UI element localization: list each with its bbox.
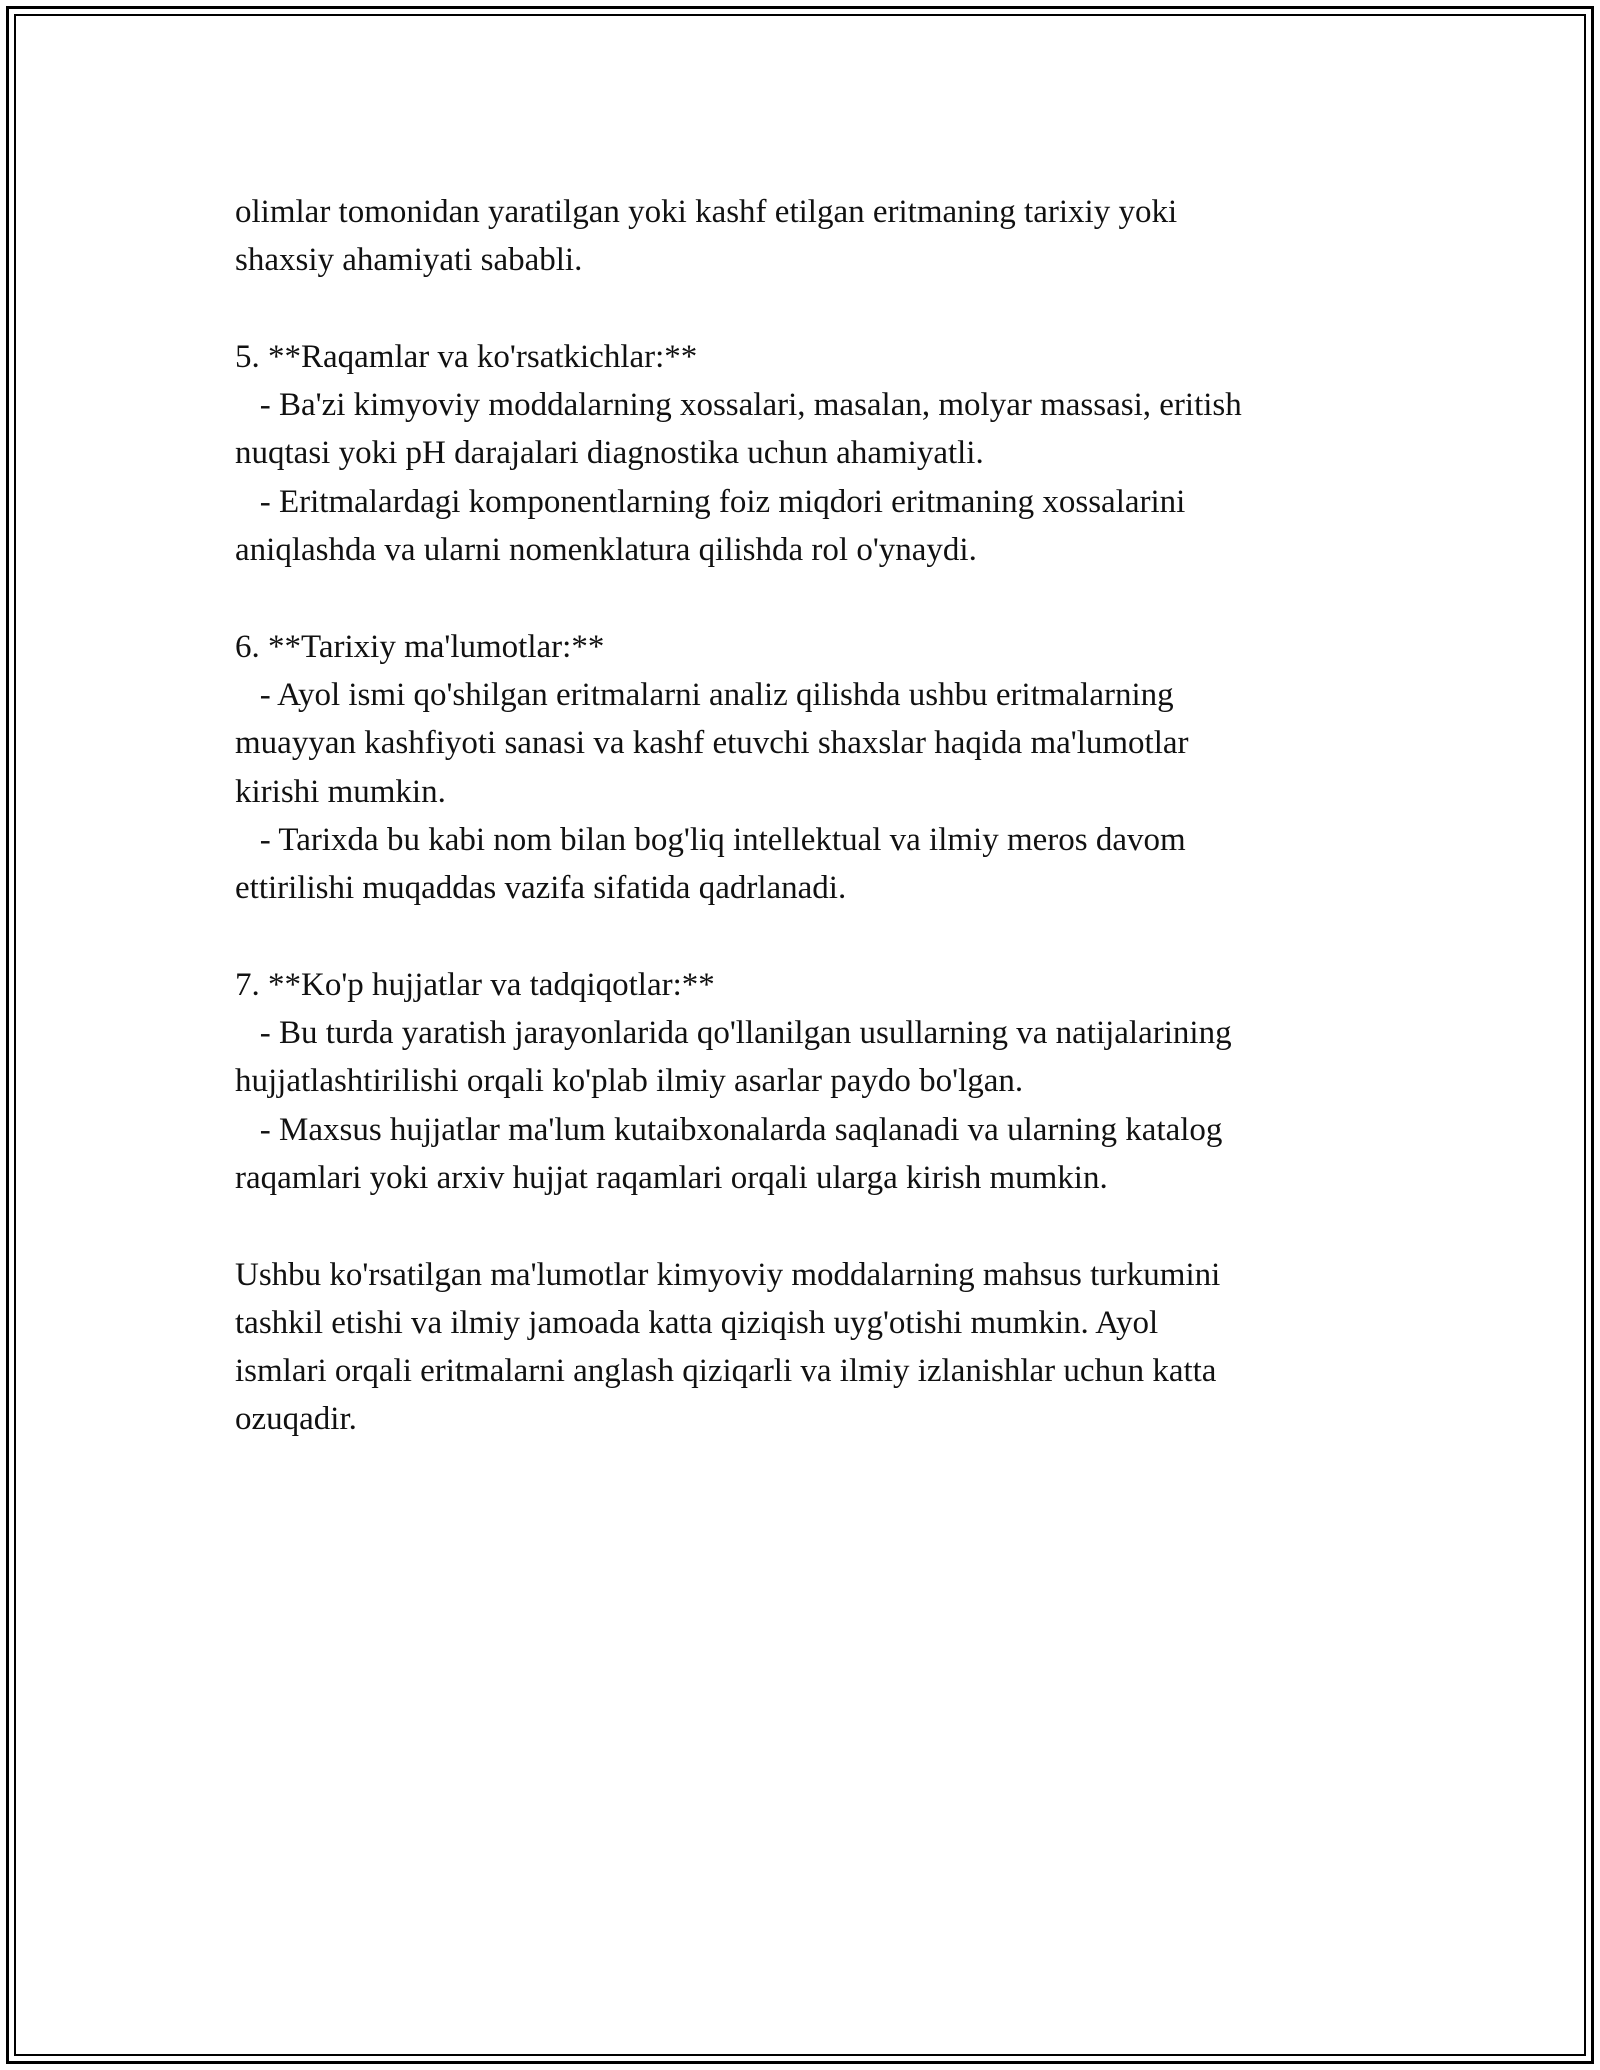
text-line: hujjatlashtirilishi orqali ko'plab ilmiy asarlar paydo bo'lgan. <box>235 1063 1024 1100</box>
text-line: ozuqadir. <box>235 1401 357 1438</box>
text-line: muayyan kashfiyoti sanasi va kashf etuvchi shaxslar haqida ma'lumotlar <box>235 725 1189 762</box>
paragraph-gap <box>235 285 1385 333</box>
text-line: kirishi mumkin. <box>235 773 446 810</box>
section-heading: 7. **Ko'p hujjatlar va tadqiqotlar:** <box>235 966 715 1003</box>
text-line: - Maxsus hujjatlar ma'lum kutaibxonalarda saqlanadi va ularning katalog <box>235 1111 1223 1148</box>
text-line: nuqtasi yoki pH darajalari diagnostika uchun ahamiyatli. <box>235 435 984 472</box>
intro-paragraph <box>235 188 1385 285</box>
text-line: tashkil etishi va ilmiy jamoada katta qiziqish uyg'otishi mumkin. Ayol <box>235 1304 1159 1341</box>
paragraph-gap <box>235 912 1385 960</box>
text-line: raqamlari yoki arxiv hujjat raqamlari orqali ularga kirish mumkin. <box>235 1159 1108 1196</box>
paragraph-gap <box>235 1202 1385 1250</box>
section-5 <box>235 333 1385 574</box>
document-body <box>235 188 1385 1444</box>
text-line: - Ayol ismi qo'shilgan eritmalarni analiz qilishda ushbu eritmalarning <box>235 676 1174 713</box>
text-line: - Bu turda yaratish jarayonlarida qo'llanilgan usullarning va natijalarining <box>235 1015 1232 1052</box>
section-6 <box>235 623 1385 913</box>
text-line: - Eritmalardagi komponentlarning foiz miqdori eritmaning xossalarini <box>235 483 1186 520</box>
text-line: olimlar tomonidan yaratilgan yoki kashf etilgan eritmaning tarixiy yoki <box>235 194 1178 230</box>
section-heading: 6. **Tarixiy ma'lumotlar:** <box>235 628 605 665</box>
section-heading: 5. **Raqamlar va ko'rsatkichlar:** <box>235 338 698 375</box>
text-line: - Ba'zi kimyoviy moddalarning xossalari, masalan, molyar massasi, eritish <box>235 387 1242 424</box>
paragraph-gap <box>235 574 1385 622</box>
text-line: shaxsiy ahamiyati sababli. <box>235 242 583 279</box>
text-line: ettirilishi muqaddas vazifa sifatida qadrlanadi. <box>235 870 847 907</box>
text-line: Ushbu ko'rsatilgan ma'lumotlar kimyoviy moddalarning mahsus turkumini <box>235 1256 1221 1293</box>
conclusion-paragraph <box>235 1251 1385 1444</box>
text-line: aniqlashda va ularni nomenklatura qilishda rol o'ynaydi. <box>235 532 977 569</box>
section-7 <box>235 961 1385 1202</box>
text-line: ismlari orqali eritmalarni anglash qiziqarli va ilmiy izlanishlar uchun katta <box>235 1353 1217 1390</box>
text-line: - Tarixda bu kabi nom bilan bog'liq intellektual va ilmiy meros davom <box>235 821 1186 858</box>
